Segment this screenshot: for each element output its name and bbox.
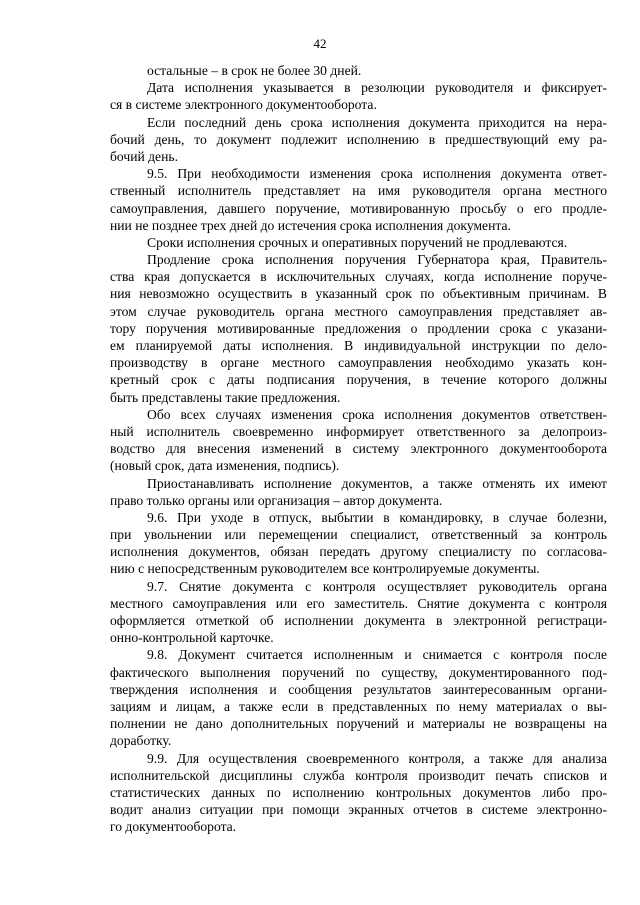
text-line: оформляется отметкой об исполнении документа в электронной регистраци-: [110, 613, 607, 628]
text-line: право только органы или организация – автор документа.: [110, 492, 443, 508]
text-line: нию с непосредственным руководителем все контролируемые документы.: [110, 561, 540, 577]
text-line: онно-контрольной карточке.: [110, 630, 274, 646]
text-line: кретный срок с даты подписания поручения, в течение которого должны: [110, 372, 607, 388]
text-line: этом случае руководитель органа местного самоуправления представляет ав-: [110, 303, 607, 319]
text-line: бочий день.: [110, 148, 178, 164]
text-line: 9.6. При уходе в отпуск, выбытии в командировку, в случае болезни,: [147, 509, 607, 525]
text-line: тверждения исполнения и сообщения результатов заинтересованным органи-: [110, 681, 607, 697]
text-line: доработку.: [110, 733, 172, 749]
text-line: статистических данных по исполнению контрольных документов либо про-: [110, 784, 607, 800]
text-line: 9.8. Документ считается исполненным и снимается с контроля после: [147, 647, 607, 663]
text-line: 9.9. Для осуществления своевременного контроля, а также для анализа: [147, 750, 607, 766]
text-line: ем планируемой даты исполнения. В индивидуальной инструкции по дело-: [110, 338, 607, 353]
text-line: зациям и лицам, а также если в представленных по нему материалах о вы-: [110, 698, 607, 714]
text-line: Обо всех случаях изменения срока исполнения документов ответствен-: [147, 406, 607, 422]
text-line: исполнительской дисциплины служба контроля производит печать списков и: [110, 767, 607, 783]
text-line: ния невозможно осуществить в указанный срок по объективным причинам. В: [110, 286, 607, 302]
text-line: (новый срок, дата изменения, подпись).: [110, 458, 340, 474]
text-line: ся в системе электронного документооборота.: [110, 97, 377, 113]
text-line: ства края допускается в исключительных случаях, когда исполнение поруче-: [110, 269, 607, 285]
text-line: быть представлены такие предложения.: [110, 389, 341, 405]
text-line: бочий день, то документ подлежит исполнению в предшествующий ему ра-: [110, 131, 607, 147]
text-line: ный исполнитель своевременно информирует ответственного за делопроиз-: [110, 423, 607, 439]
text-line: водство для внесения изменений в систему электронного документооборота: [110, 441, 607, 457]
text-line: 9.7. Снятие документа с контроля осуществляет руководитель органа: [147, 578, 607, 594]
text-line: производству в органе местного самоуправления необходимо указать кон-: [110, 355, 607, 371]
text-line: Приостанавливать исполнение документов, а также отменять их имеют: [147, 475, 607, 491]
text-line: тору поручения мотивированные предложения о продлении срока с указани-: [110, 320, 607, 336]
text-line: полнении не дано дополнительных поручений и материалы не возвращены на: [110, 716, 607, 732]
text-line: ственный исполнитель представляет на имя руководителя органа местного: [110, 183, 607, 199]
text-line: Сроки исполнения срочных и оперативных поручений не продлеваются.: [147, 234, 568, 250]
text-line: местного самоуправления или его заместитель. Снятие документа с контроля: [110, 595, 607, 611]
text-line: при увольнении или перемещении специалист, ответственный за контроль: [110, 527, 607, 543]
text-line: Дата исполнения указывается в резолюции руководителя и фиксирует-: [147, 80, 607, 96]
page-number: 42: [313, 36, 327, 51]
text-line: водит анализ ситуации при помощи экранных отчетов в системе электронно-: [110, 802, 607, 818]
text-line: го документооборота.: [110, 819, 237, 835]
text-line: исполнения документов, обязан передать другому специалисту по согласова-: [110, 544, 607, 560]
text-line: самоуправления, давшего поручение, мотивированную просьбу о его продле-: [110, 200, 607, 216]
text-line: нии не позднее трех дней до истечения срока исполнения документа.: [110, 217, 511, 233]
text-line: 9.5. При необходимости изменения срока исполнения документа ответ-: [147, 166, 607, 182]
text-line: остальные – в срок не более 30 дней.: [147, 63, 362, 78]
body-text: [110, 62, 607, 835]
text-line: фактического выполнения поручений по существу, документированного под-: [110, 664, 607, 680]
text-line: Если последний день срока исполнения документа приходится на нера-: [147, 114, 607, 130]
text-line: Продление срока исполнения поручения Губернатора края, Правитель-: [147, 252, 607, 268]
